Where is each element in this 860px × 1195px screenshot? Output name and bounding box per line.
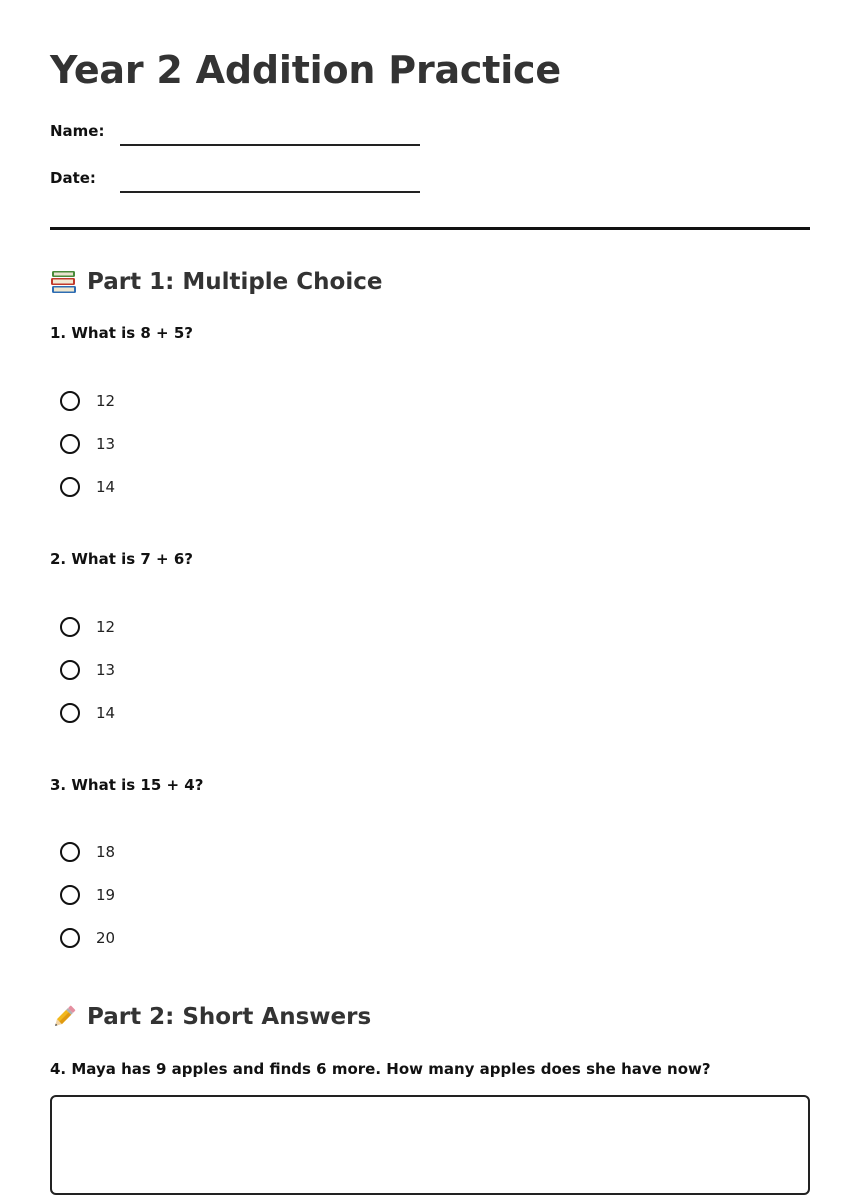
q2-option-1[interactable] bbox=[60, 614, 115, 640]
radio-button[interactable] bbox=[60, 477, 80, 497]
answer-box[interactable] bbox=[50, 1095, 810, 1195]
name-input[interactable] bbox=[120, 122, 420, 144]
option-label: 13 bbox=[96, 661, 116, 679]
option-label: 19 bbox=[96, 886, 116, 904]
name-field bbox=[50, 122, 470, 152]
name-input-line bbox=[120, 122, 420, 146]
radio-button[interactable] bbox=[60, 703, 80, 723]
radio-button[interactable] bbox=[60, 660, 80, 680]
option-label: 12 bbox=[96, 618, 116, 636]
name-label: Name: bbox=[50, 122, 105, 140]
option-label: 18 bbox=[96, 843, 116, 861]
q1-option-2[interactable] bbox=[60, 431, 115, 457]
radio-button[interactable] bbox=[60, 391, 80, 411]
question-1: 1. What is 8 + 5? bbox=[50, 324, 193, 342]
date-input-line bbox=[120, 169, 420, 193]
pencil-icon bbox=[50, 1003, 78, 1031]
radio-button[interactable] bbox=[60, 885, 80, 905]
q1-option-3[interactable] bbox=[60, 474, 115, 500]
option-label: 13 bbox=[96, 435, 116, 453]
part2-heading bbox=[50, 1003, 371, 1031]
option-label: 12 bbox=[96, 392, 116, 410]
option-label: 20 bbox=[96, 929, 116, 947]
question-4: 4. Maya has 9 apples and finds 6 more. How many apples does she have now? bbox=[50, 1060, 711, 1078]
option-label: 14 bbox=[96, 478, 116, 496]
question-3: 3. What is 15 + 4? bbox=[50, 776, 204, 794]
q2-option-3[interactable] bbox=[60, 700, 115, 726]
radio-button[interactable] bbox=[60, 434, 80, 454]
radio-button[interactable] bbox=[60, 617, 80, 637]
date-label: Date: bbox=[50, 169, 96, 187]
q3-option-3[interactable] bbox=[60, 925, 115, 951]
date-field bbox=[50, 169, 470, 199]
page-title: Year 2 Addition Practice bbox=[50, 48, 561, 92]
question-2: 2. What is 7 + 6? bbox=[50, 550, 193, 568]
date-input[interactable] bbox=[120, 169, 420, 191]
q1-option-1[interactable] bbox=[60, 388, 115, 414]
part1-heading bbox=[50, 268, 382, 296]
radio-button[interactable] bbox=[60, 842, 80, 862]
q3-option-2[interactable] bbox=[60, 882, 115, 908]
books-icon bbox=[50, 268, 78, 296]
q2-option-2[interactable] bbox=[60, 657, 115, 683]
q3-option-1[interactable] bbox=[60, 839, 115, 865]
part2-heading-text: Part 2: Short Answers bbox=[87, 1004, 372, 1030]
header-divider bbox=[50, 227, 810, 230]
radio-button[interactable] bbox=[60, 928, 80, 948]
option-label: 14 bbox=[96, 704, 116, 722]
part1-heading-text: Part 1: Multiple Choice bbox=[87, 269, 383, 295]
